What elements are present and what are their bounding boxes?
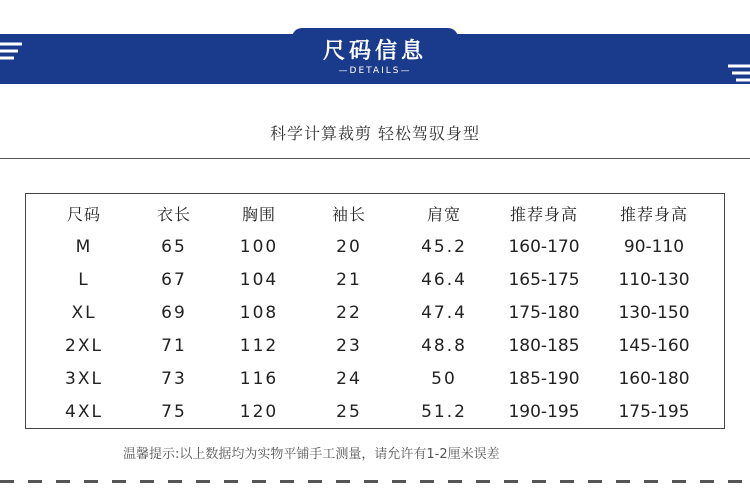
height-cell: 180-185 xyxy=(508,336,580,356)
header-cell: 袖长 xyxy=(331,205,366,224)
height-cell: 165-175 xyxy=(508,270,580,290)
tagline: 科学计算裁剪 轻松驾驭身型 xyxy=(269,124,481,143)
sleeve-cell: 25 xyxy=(336,402,362,422)
sleeve-cell: 20 xyxy=(336,237,362,257)
height-cell: 160-180 xyxy=(618,369,690,389)
chest-cell: 104 xyxy=(239,270,279,290)
sleeve-cell: 24 xyxy=(336,369,362,389)
sleeve-cell: 22 xyxy=(336,303,362,323)
shoulder-cell: 50 xyxy=(431,369,457,389)
table-row xyxy=(26,264,726,297)
stripe-decoration-right xyxy=(720,34,750,84)
banner-title: 尺码信息 xyxy=(322,39,427,64)
sleeve-cell: 23 xyxy=(336,336,362,356)
height-cell: 190-195 xyxy=(508,402,580,422)
height-cell: 110-130 xyxy=(618,270,690,290)
size-cell: 3XL xyxy=(65,369,103,389)
height-cell: 145-160 xyxy=(618,336,690,356)
chest-cell: 112 xyxy=(239,336,279,356)
length-cell: 65 xyxy=(161,237,187,257)
height-cell: 175-195 xyxy=(618,402,690,422)
header-cell: 推荐身高 xyxy=(509,205,578,224)
height-cell: 160-170 xyxy=(508,237,580,257)
shoulder-cell: 46.4 xyxy=(421,270,467,290)
shoulder-cell: 48.8 xyxy=(421,336,467,356)
banner-subtitle: —DETAILS— xyxy=(338,66,412,76)
shoulder-cell: 45.2 xyxy=(421,237,467,257)
table-row xyxy=(26,363,726,396)
size-table xyxy=(25,193,725,429)
stripe-decoration-left xyxy=(0,34,30,84)
size-cell: M xyxy=(75,237,93,257)
size-cell: L xyxy=(78,270,90,290)
divider xyxy=(0,158,750,159)
table-row xyxy=(26,231,726,264)
height-cell: 175-180 xyxy=(508,303,580,323)
height-cell: 90-110 xyxy=(623,237,685,257)
header-cell: 尺码 xyxy=(66,205,101,224)
header-cell: 胸围 xyxy=(241,205,276,224)
chest-cell: 100 xyxy=(239,237,279,257)
length-cell: 69 xyxy=(161,303,187,323)
chest-cell: 108 xyxy=(239,303,279,323)
shoulder-cell: 47.4 xyxy=(421,303,467,323)
measurement-note: 温馨提示:以上数据均为实物平铺手工测量，请允许有1-2厘米误差 xyxy=(123,447,500,462)
length-cell: 67 xyxy=(161,270,187,290)
chest-cell: 120 xyxy=(239,402,279,422)
table-header-row xyxy=(26,198,726,231)
chest-cell: 116 xyxy=(239,369,279,389)
table-row xyxy=(26,330,726,363)
table-row xyxy=(26,297,726,330)
size-cell: 2XL xyxy=(65,336,103,356)
table-row xyxy=(26,396,726,429)
dashed-divider xyxy=(0,480,750,483)
shoulder-cell: 51.2 xyxy=(421,402,467,422)
sleeve-cell: 21 xyxy=(336,270,362,290)
length-cell: 73 xyxy=(161,369,187,389)
length-cell: 71 xyxy=(161,336,187,356)
size-cell: 4XL xyxy=(65,402,103,422)
size-cell: XL xyxy=(71,303,97,323)
height-cell: 185-190 xyxy=(508,369,580,389)
header-cell: 推荐身高 xyxy=(619,205,688,224)
length-cell: 75 xyxy=(161,402,187,422)
header-cell: 肩宽 xyxy=(426,205,461,224)
height-cell: 130-150 xyxy=(618,303,690,323)
header-cell: 衣长 xyxy=(156,205,191,224)
